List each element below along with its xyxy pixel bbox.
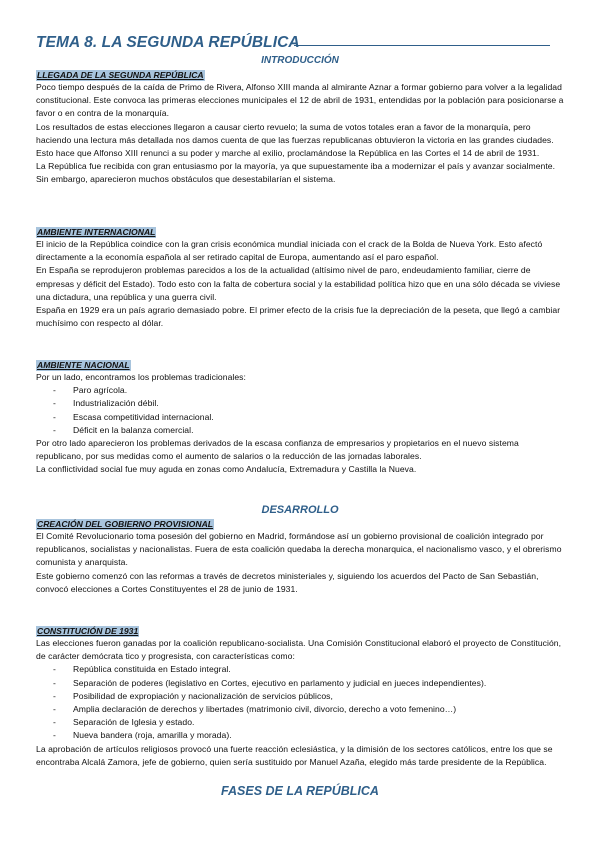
- heading-nacional: AMBIENTE NACIONAL: [37, 360, 130, 370]
- heading-gobierno: CREACIÓN DEL GOBIERNO PROVISIONAL: [37, 519, 214, 529]
- heading-internacional: AMBIENTE INTERNACIONAL: [37, 227, 156, 237]
- paragraph: La República fue recibida con gran entusiasmo por la mayoría, ya que supuestamente iba a modernizar el país y avanzar socialmente. Sin embargo, aparecieron muchos obstáculos que desestabilarían el sistema.: [36, 161, 556, 185]
- list-item: - Déficit en la balanza comercial.: [36, 424, 564, 437]
- paragraph: Las elecciones fueron ganadas por la coalición republicano-socialista. Una Comisión Constitucional elaboró el proyecto de Constitución, de carácter demócrata tico y progresista, con características como:: [36, 638, 562, 662]
- list-item: - Separación de Iglesia y estado.: [36, 716, 564, 729]
- constitucion-list: [36, 663, 564, 742]
- list-item: - República constituida en Estado integral.: [36, 663, 564, 676]
- dash-marker: -: [53, 664, 56, 675]
- dash-marker: -: [53, 730, 56, 741]
- document-title: TEMA 8. LA SEGUNDA REPÚBLICA: [36, 34, 300, 51]
- paragraph: El Comité Revolucionario toma posesión del gobierno en Madrid, formándose así un gobierno provisional de coalición integrado por republicanos, socialistas y nacionalistas. Fuera de esta coalición quedaba la derecha monarquica, el nacionalismo vasco, y el obrerismo comunista y anarquista.: [36, 531, 562, 568]
- title-underline-rule: [294, 45, 550, 46]
- list-item: - Separación de poderes (legislativo en Cortes, ejecutivo en parlamento y judicial en jueces independientes).: [36, 677, 564, 690]
- list-item: - Amplia declaración de derechos y libertades (matrimonio civil, divorcio, derecho a voto femenino…): [36, 703, 564, 716]
- title-row: [36, 34, 556, 54]
- list-item: - Posibilidad de expropiación y nacionalización de servicios públicos,: [36, 690, 564, 703]
- heading-llegada: LLEGADA DE LA SEGUNDA REPÚBLICA: [37, 70, 204, 80]
- paragraph: El inicio de la República coindice con la gran crisis económica mundial iniciada con el crack de la Bolda de Nueva York. Esto afectó directamente a la economía española al ser retirado capital de Europa, aumentando así el paro español.: [36, 239, 543, 263]
- dash-marker: -: [53, 385, 56, 396]
- constitucion-text: [36, 637, 564, 769]
- paragraph: La aprobación de artículos religiosos provocó una fuerte reacción eclesiástica, y la dimisión de los sectores católicos, entre los que se encontraba Alcalá Zamora, jefe de gobierno, quien sería sustituido por Manuel Azaña, elegido más tarde presidente de la República.: [36, 743, 553, 767]
- paragraph: Los resultados de estas elecciones llegaron a causar cierto revuelo; la suma de votos totales eran a favor de la monarquía, pero haciendo una lectura más detallada nos damos cuenta de que las fuerzas republicanas obtuvieron la victoria en las grandes ciudades. Esto hace que Alfonso XIII renunci a su poder y marche al exilio, proclamándose la República en las Cortes el 14 de abril de 1931.: [36, 121, 554, 159]
- internacional-text: [36, 238, 564, 330]
- dash-marker: -: [53, 411, 56, 422]
- nacional-list: [36, 384, 564, 437]
- desarrollo-heading: DESARROLLO: [261, 504, 339, 516]
- paragraph: Poco tiempo después de la caída de Primo de Rivera, Alfonso XIII manda al almirante Aznar a formar gobierno para volver a la legalidad constitucional. Este convoca las primeras elecciones municipales el 12 de abril de 1931, entendidas por la población para posicionarse a favor o en contra de la monarquía.: [36, 82, 564, 119]
- paragraph: La conflictividad social fue muy aguda en zonas como Andalucía, Extremadura y Castilla la Nueva.: [36, 464, 417, 475]
- list-item: - Escasa competitividad internacional.: [36, 411, 564, 424]
- list-item: - Paro agrícola.: [36, 384, 564, 397]
- intro-heading: INTRODUCCIÓN: [261, 55, 339, 66]
- dash-marker: -: [53, 690, 56, 701]
- llegada-text: [36, 81, 564, 187]
- paragraph: En España se reprodujeron problemas parecidos a los de la actualidad (altísimo nivel de paro, endeudamiento familiar, cierre de empresas y déficit del Estado). Todo esto con la falta de cobertura social y la estabilidad política hizo que en una sólo década se viviese una dictadura, una república y una guerra civil.: [36, 265, 561, 302]
- gobierno-text: [36, 530, 564, 596]
- dash-marker: -: [53, 424, 56, 435]
- paragraph: España en 1929 era un país agrario demasiado pobre. El primer efecto de la crisis fue la depreciación de la peseta, que llegó a cambiar muchísimo con respecto al dólar.: [36, 305, 561, 329]
- paragraph: Por un lado, encontramos los problemas tradicionales:: [36, 372, 246, 382]
- list-item: - Industrialización débil.: [36, 397, 564, 410]
- heading-constitucion: CONSTITUCIÓN DE 1931: [37, 626, 139, 636]
- fases-heading: FASES DE LA REPÚBLICA: [221, 784, 379, 798]
- dash-marker: -: [53, 717, 56, 728]
- paragraph: Por otro lado aparecieron los problemas derivados de la escasa confianza de empresarios y propietarios en el nuevo sistema republicano, por sus medidas como el aumento de salarios o la reducción de las jornadas laborales.: [36, 438, 519, 462]
- dash-marker: -: [53, 677, 56, 688]
- list-item: - Nueva bandera (roja, amarilla y morada).: [36, 729, 564, 742]
- nacional-text: [36, 371, 564, 477]
- paragraph: Este gobierno comenzó con las reformas a través de decretos ministeriales y, siguiendo los acuerdos del Pacto de San Sebastián, convocó elecciones a Cortes Constituyentes el 28 de junio de 1931.: [36, 570, 539, 594]
- dash-marker: -: [53, 398, 56, 409]
- dash-marker: -: [53, 704, 56, 715]
